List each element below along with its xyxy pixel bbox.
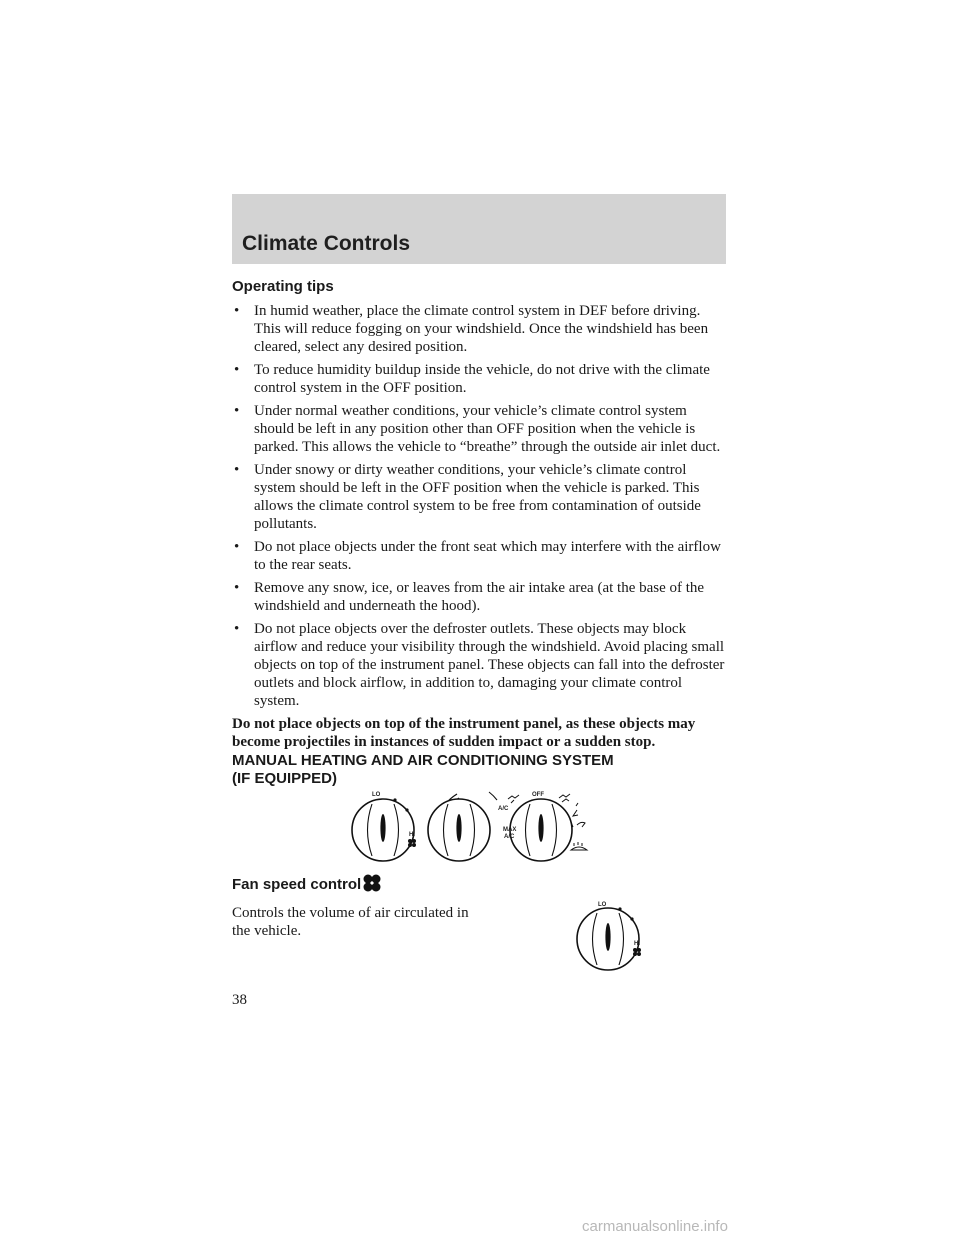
defrost-icon	[571, 842, 587, 850]
max-label: MAX	[503, 827, 517, 833]
fan-speed-knob	[352, 792, 416, 861]
tip-text: Remove any snow, ice, or leaves from the air intake area (at the base of the windshield and underneath the hood).	[254, 580, 705, 614]
warning-text: Do not place objects on top of the instrument panel, as these objects may become projectiles in instances of sudden impact or a sudden stop.	[232, 716, 696, 750]
bullet: •	[234, 580, 240, 596]
mode-knob	[498, 792, 587, 861]
tip-text: In humid weather, place the climate control system in DEF before driving. This will reduce fogging on your windshield. Once the windshield has been cleared, select any desired position.	[254, 303, 709, 355]
list-item	[232, 579, 726, 615]
section-title: Climate Controls	[242, 232, 411, 255]
bullet: •	[234, 362, 240, 378]
lo-label: LO	[598, 902, 607, 908]
bullet: •	[234, 621, 240, 637]
bullet: •	[234, 303, 240, 319]
hi-label: HI	[634, 941, 640, 947]
manual-system-heading-line2: (IF EQUIPPED)	[232, 770, 338, 787]
tip-text: Do not place objects over the defroster outlets. These objects may block airflow and reduce your visibility through the windshield. Avoid placing small objects on top of the instrument panel. These objects can fall into the defroster outlets and block airflow, in addition to, damaging your climate control system.	[254, 621, 725, 709]
list-item	[232, 538, 726, 574]
floor-defrost-icon	[571, 822, 585, 827]
manual-system-heading	[232, 752, 726, 788]
hi-label: HI	[409, 832, 415, 838]
operating-tips-list	[232, 302, 726, 710]
list-item	[232, 402, 726, 456]
tip-text: Under normal weather conditions, your vehicle’s climate control system should be left in any position other than OFF position when the vehicle is parked. This allows the vehicle to “breathe” through the outside air inlet duct.	[254, 403, 721, 455]
panel-floor-vent-icon	[559, 794, 570, 802]
page-number: 38	[232, 992, 247, 1008]
speed-dot	[405, 808, 408, 811]
bullet: •	[234, 462, 240, 478]
tip-text: Do not place objects under the front seat which may interfere with the airflow to the rear seats.	[254, 539, 721, 573]
floor-vent-icon	[573, 803, 578, 816]
watermark: carmanualsonline.info	[582, 1218, 728, 1235]
operating-tips-heading: Operating tips	[232, 278, 334, 295]
tip-text: To reduce humidity buildup inside the vehicle, do not drive with the climate control system in the OFF position.	[254, 362, 710, 396]
list-item	[232, 620, 726, 710]
speed-dot	[393, 798, 396, 801]
fan-speed-heading-text: Fan speed control	[232, 876, 362, 893]
section-header-band	[232, 194, 726, 264]
off-label: OFF	[532, 792, 544, 798]
ac-label: A/C	[498, 806, 509, 812]
manual-system-heading-line1: MANUAL HEATING AND AIR CONDITIONING SYSTEM	[232, 752, 614, 769]
speed-dot	[630, 917, 633, 920]
fan-icon	[362, 873, 382, 893]
max-ac-label: A/C	[504, 834, 515, 840]
fan-speed-description: Controls the volume of air circulated in the vehicle.	[232, 905, 469, 939]
climate-control-panel-illustration	[345, 788, 605, 864]
fan-speed-heading	[232, 873, 382, 893]
panel-vent-icon	[508, 795, 519, 803]
bullet: •	[234, 403, 240, 419]
fan-speed-knob-illustration	[570, 897, 660, 973]
list-item	[232, 361, 726, 397]
list-item	[232, 302, 726, 356]
bullet: •	[234, 539, 240, 555]
temperature-knob	[428, 792, 497, 861]
operating-tips-section	[232, 278, 726, 751]
lo-label: LO	[372, 792, 381, 798]
list-item	[232, 461, 726, 533]
tip-text: Under snowy or dirty weather conditions, your vehicle’s climate control system should be left in the OFF position when the vehicle is parked. This allows the climate control system to be free from contamination of outside pollutants.	[254, 462, 701, 532]
speed-dot	[618, 907, 621, 910]
